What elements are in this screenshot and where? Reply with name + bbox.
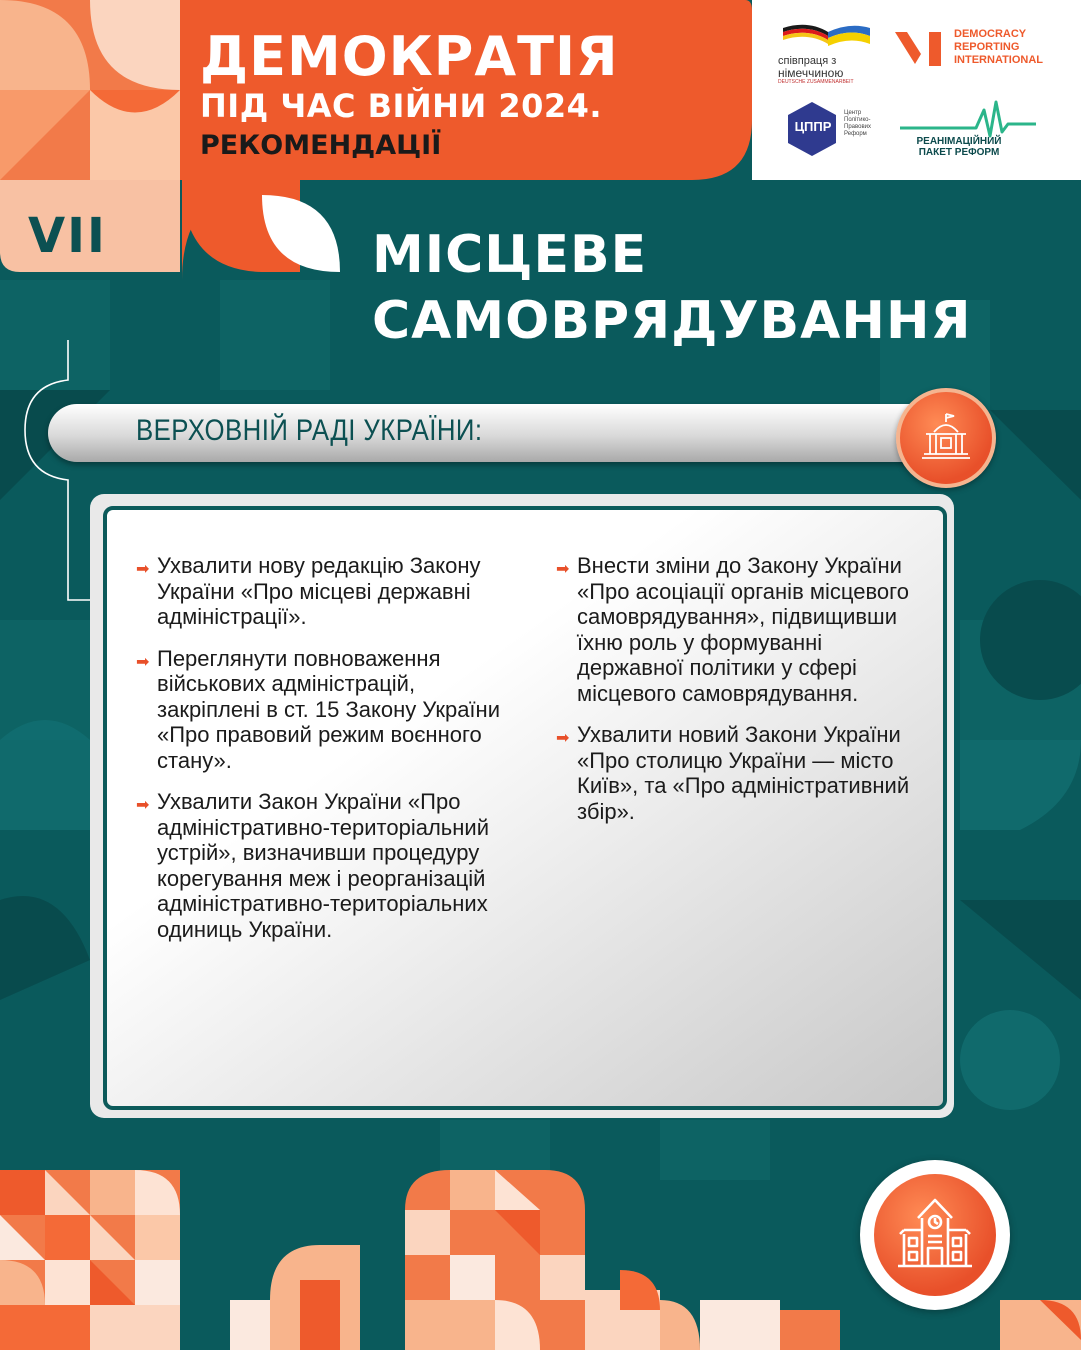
school-building-icon: [874, 1174, 996, 1296]
cppr-text-4: Реформ: [844, 131, 867, 137]
bottom-icon-circle: [874, 1174, 996, 1296]
cppr-text-2: Політико-: [844, 117, 871, 123]
heartbeat-line-icon: [900, 98, 1036, 138]
giz-text-3: DEUTSCHE ZUSAMMENARBEIT: [778, 79, 854, 85]
recommendation-text: Ухвалити новий Закони України «Про столицю України — місто Київ», та «Про адміністративний збір».: [577, 722, 910, 824]
dri-text-1: DEMOCRACY: [954, 28, 1027, 40]
rpr-text-2: ПАКЕТ РЕФОРМ: [918, 147, 1000, 158]
addressee-icon-badge: [896, 388, 996, 488]
dri-logo: [893, 28, 1063, 74]
cppr-text-3: Правових: [844, 124, 871, 130]
cppr-logo: [786, 100, 886, 160]
giz-text-1: співпраця з: [778, 55, 837, 67]
arrow-right-icon: ➡: [556, 728, 570, 747]
title-line-2: ПІД ЧАС ВІЙНИ 2024.: [200, 87, 603, 125]
cppr-abbr: ЦППР: [794, 119, 832, 134]
recommendations-right-column: [556, 553, 916, 840]
dri-text-3: INTERNATIONAL: [954, 54, 1044, 66]
addressee-label: ВЕРХОВНІЙ РАДІ УКРАЇНИ:: [136, 414, 483, 447]
arrow-right-icon: ➡: [136, 559, 150, 578]
report-title: [200, 25, 619, 161]
section-title: [372, 222, 972, 354]
section-number: VII: [28, 208, 107, 264]
section-title-line-2: САМОВРЯДУВАННЯ: [372, 291, 972, 351]
rpr-logo: [900, 98, 1036, 168]
recommendation-text: Внести зміни до Закону України «Про асоціації органів місцевого самоврядування», підвищивши їхню роль у формуванні державної політики у сфері місцевого самоврядування.: [577, 553, 909, 706]
recommendation-item: [556, 722, 916, 824]
recommendation-item: [556, 553, 916, 706]
arrow-right-icon: ➡: [136, 651, 150, 671]
arrow-right-icon: ➡: [556, 559, 570, 578]
recommendation-text: Переглянути повноваження військових адміністрацій, закріплені в ст. 15 Закону України «Про правовий режим воєнного стану».: [157, 645, 500, 773]
dri-mark-icon: [893, 28, 945, 70]
recommendation-item: [136, 789, 524, 942]
german-ukrainian-flag-icon: [778, 20, 878, 50]
cppr-text-1: Центр: [844, 110, 862, 116]
giz-logo: [778, 20, 878, 85]
title-line-3: РЕКОМЕНДАЦІЇ: [200, 130, 442, 161]
giz-text-2: німеччиною: [778, 66, 844, 80]
section-title-line-1: МІСЦЕВЕ: [372, 225, 648, 285]
recommendation-text: Ухвалити нову редакцію Закону України «Про місцеві державні адміністрації».: [157, 553, 481, 629]
recommendation-item: [136, 553, 524, 630]
recommendations-left-column: [136, 553, 524, 958]
title-line-1: ДЕМОКРАТІЯ: [200, 25, 619, 88]
recommendation-text: Ухвалити Закон України «Про адміністративно-територіальний устрій», визначивши процедуру корегування меж і реорганізацій адміністративно-територіальних одиниць України.: [157, 789, 489, 942]
dri-text-2: REPORTING: [954, 41, 1020, 53]
rpr-text-1: РЕАНІМАЦІЙНИЙ: [916, 136, 1002, 147]
parliament-icon: [900, 392, 992, 484]
recommendation-item: [136, 646, 524, 774]
bottom-icon-badge: [860, 1160, 1010, 1310]
arrow-right-icon: ➡: [136, 795, 150, 814]
